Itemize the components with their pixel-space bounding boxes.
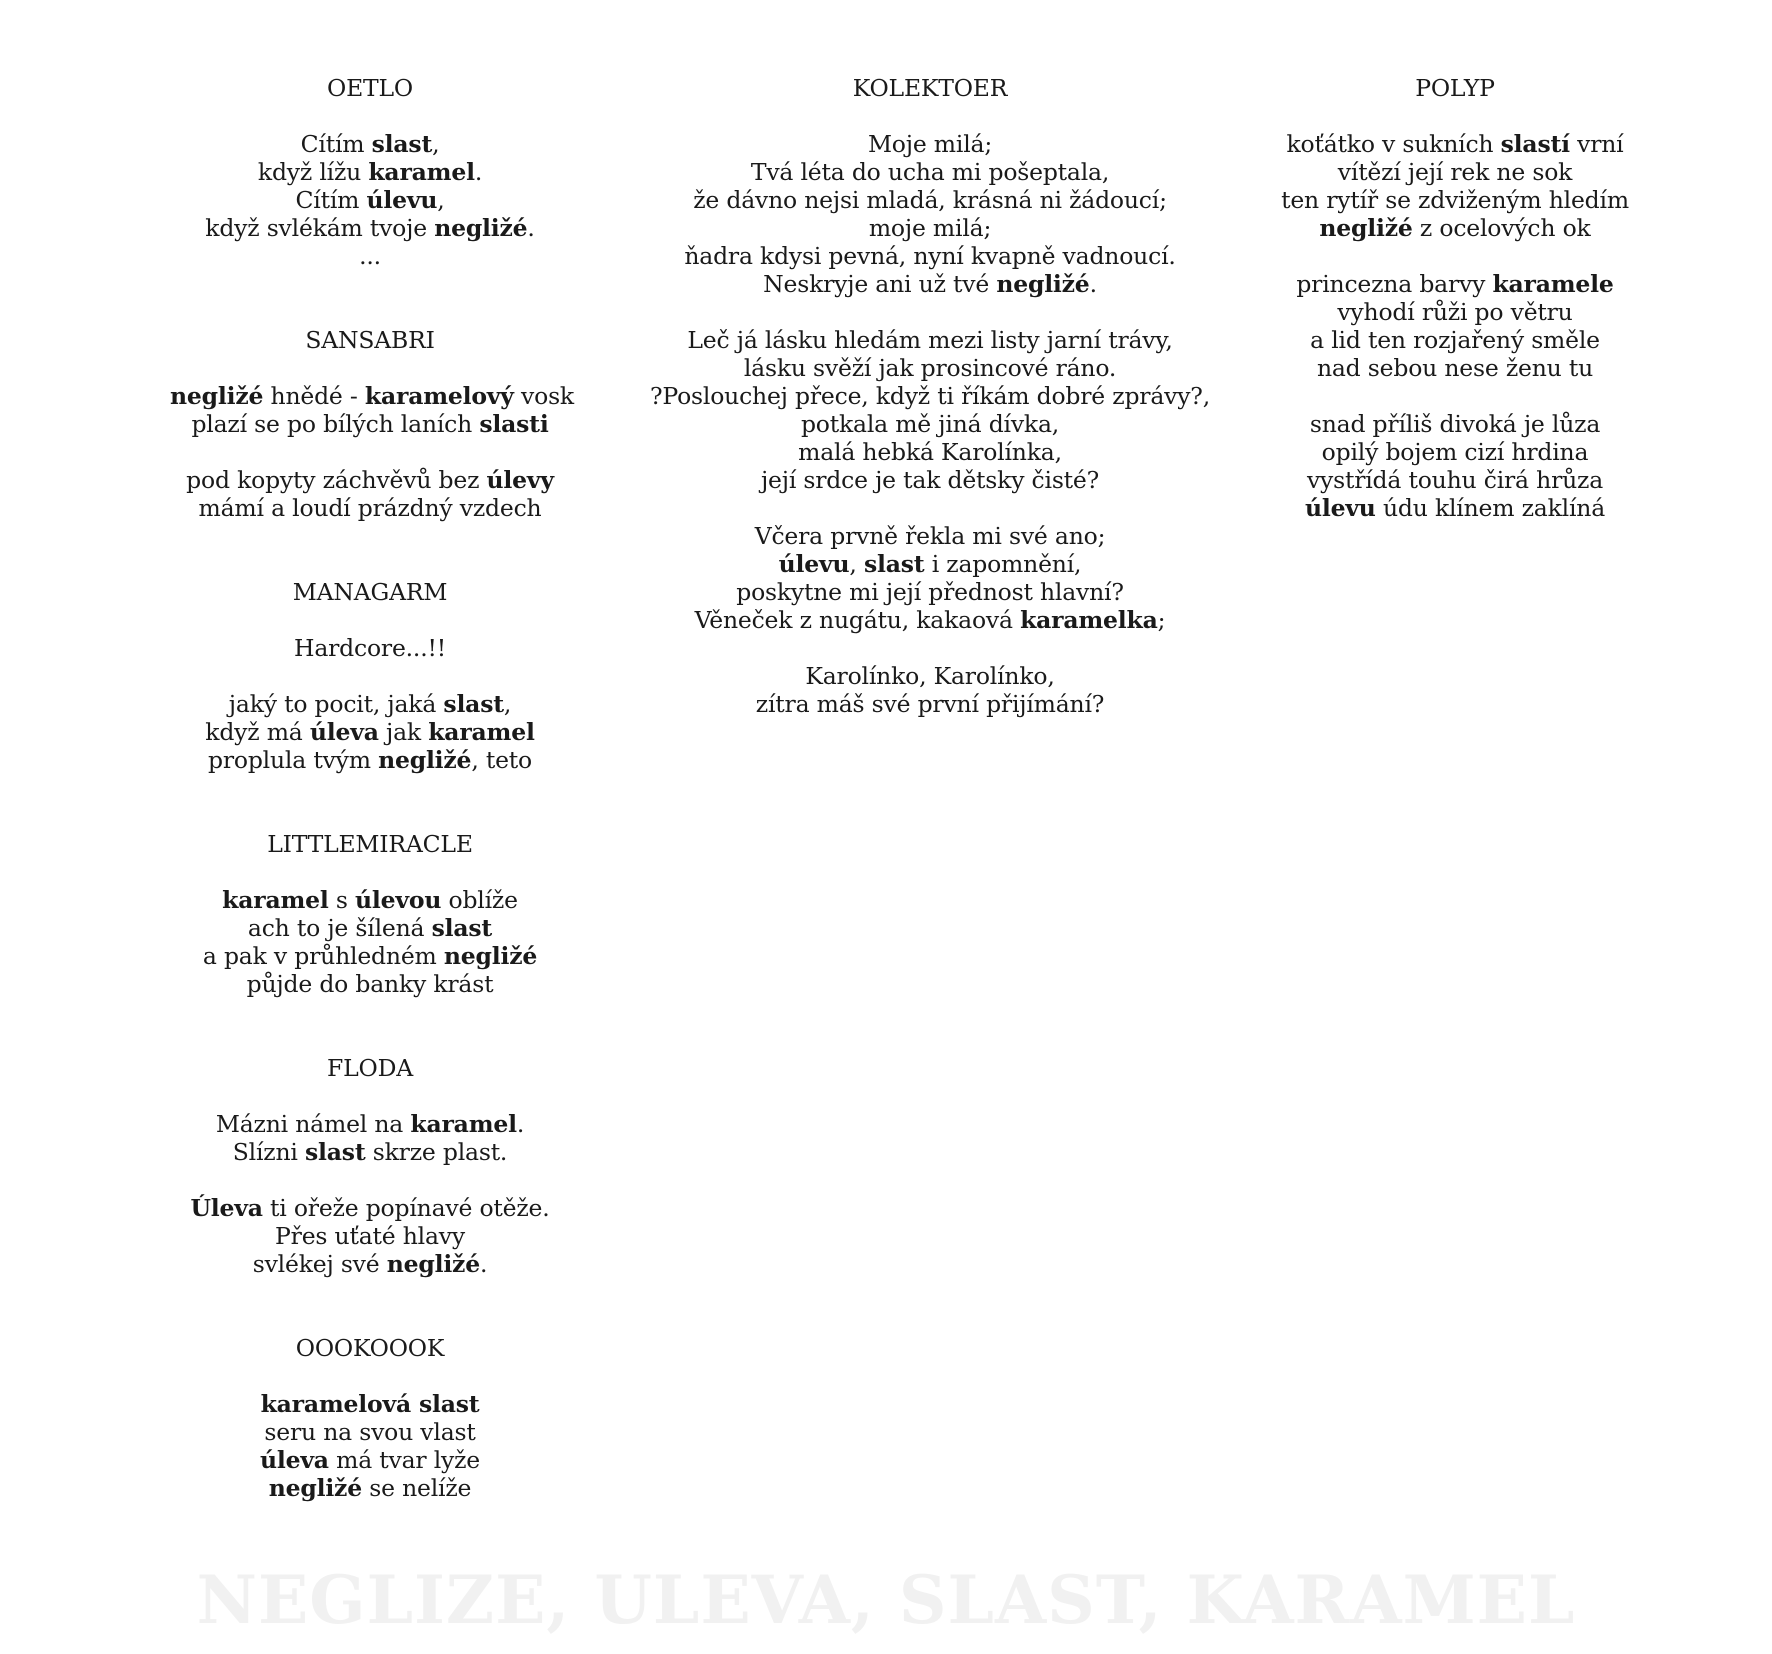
line-text: Cítím xyxy=(300,130,372,158)
line-text: ten rytíř se zdviženým hledím xyxy=(1281,186,1629,214)
poem xyxy=(170,578,570,774)
keyword-bold: slast xyxy=(371,130,433,158)
stanza xyxy=(170,690,570,774)
poem-line xyxy=(170,1418,570,1446)
stanza xyxy=(1245,410,1665,522)
poem-line xyxy=(650,354,1210,382)
poem-line xyxy=(170,466,570,494)
poem-line xyxy=(170,746,570,774)
keyword-bold: negližé xyxy=(378,746,472,774)
poem-line xyxy=(170,914,570,942)
line-text: , xyxy=(503,690,512,718)
line-text: . xyxy=(474,158,483,186)
stanza xyxy=(650,130,1210,298)
poem-line xyxy=(170,718,570,746)
line-text: z ocelových ok xyxy=(1412,214,1591,242)
line-text: . xyxy=(1089,270,1097,298)
line-text: Věneček z nugátu, kakaová xyxy=(694,606,1021,634)
line-text: poskytne mi její přednost hlavní? xyxy=(736,578,1124,606)
poem-line xyxy=(1245,354,1665,382)
line-text: , xyxy=(437,186,445,214)
poem-line xyxy=(650,662,1210,690)
stanza xyxy=(650,326,1210,494)
keyword-bold: karamelový xyxy=(364,382,514,410)
poem-line xyxy=(1245,438,1665,466)
poem-line xyxy=(170,942,570,970)
poem-line xyxy=(650,522,1210,550)
poem-line xyxy=(650,326,1210,354)
line-text: Mázni námel na xyxy=(215,1110,411,1138)
line-text: svlékej své xyxy=(252,1250,387,1278)
line-text: že dávno nejsi mladá, krásná ni žádoucí; xyxy=(693,186,1167,214)
line-text: plazí se po bílých laních xyxy=(191,410,480,438)
keyword-bold: karamel xyxy=(428,718,535,746)
line-text: , teto xyxy=(471,746,532,774)
stanza xyxy=(170,382,574,438)
line-text: ; xyxy=(1157,606,1166,634)
line-text: údu klínem zaklíná xyxy=(1375,494,1606,522)
keyword-bold: slastí xyxy=(1500,130,1570,158)
keyword-bold: slasti xyxy=(479,410,549,438)
poem xyxy=(170,74,570,270)
poem xyxy=(170,830,570,998)
poem-line xyxy=(1245,214,1665,242)
line-text: moje milá; xyxy=(868,214,992,242)
keyword-bold: úlevy xyxy=(486,466,554,494)
line-text: vítězí její rek ne sok xyxy=(1337,158,1573,186)
poem-line xyxy=(1245,466,1665,494)
poem-line xyxy=(650,130,1210,158)
line-text: . xyxy=(516,1110,525,1138)
line-text: když lížu xyxy=(257,158,369,186)
keyword-bold: negližé xyxy=(386,1250,480,1278)
keyword-bold: slast xyxy=(443,690,504,718)
keyword-bold: negližé xyxy=(170,382,264,410)
line-text: ach to je šílená xyxy=(247,914,432,942)
poem-line xyxy=(170,1110,570,1138)
poem-title: SANSABRI xyxy=(305,326,435,354)
poem-line xyxy=(170,1446,570,1474)
poem-line xyxy=(650,382,1210,410)
poem-line xyxy=(650,438,1210,466)
stanza xyxy=(1245,270,1665,382)
poem-line xyxy=(650,186,1210,214)
keyword-bold: úleva xyxy=(259,1446,329,1474)
keyword-bold: negližé xyxy=(443,942,538,970)
keyword-bold: slast xyxy=(863,550,925,578)
stanza xyxy=(1245,130,1665,242)
line-text: Neskryje ani už tvé xyxy=(763,270,997,298)
stanza xyxy=(650,662,1210,718)
line-text: i zapomnění, xyxy=(924,550,1082,578)
keyword-bold: Úleva xyxy=(190,1194,263,1222)
line-text: Slízni xyxy=(232,1138,306,1166)
line-text: když svlékám tvoje xyxy=(205,214,435,242)
stanza xyxy=(170,1110,570,1166)
poem-title: OOOKOOOK xyxy=(295,1334,445,1362)
poem-line xyxy=(1245,298,1665,326)
line-text: malá hebká Karolínka, xyxy=(798,438,1062,466)
stanza xyxy=(650,522,1210,634)
line-text: když má xyxy=(205,718,310,746)
poem-line xyxy=(170,410,570,438)
stanza xyxy=(170,1194,570,1278)
poem-line xyxy=(170,382,574,410)
poem-line xyxy=(170,242,570,270)
line-text: Leč já lásku hledám mezi listy jarní trávy, xyxy=(687,326,1173,354)
line-text: a pak v průhledném xyxy=(202,942,444,970)
line-text: s xyxy=(328,886,356,914)
poem-line xyxy=(170,1390,570,1418)
line-text: ti ořeže popínavé otěže. xyxy=(262,1194,550,1222)
keyword-bold: slast xyxy=(431,914,493,942)
keyword-bold: negližé xyxy=(1319,214,1413,242)
keyword-bold: úlevu xyxy=(1304,494,1376,522)
keyword-bold: karamele xyxy=(1492,270,1614,298)
keyword-bold: negližé xyxy=(268,1474,362,1502)
keyword-bold: negližé xyxy=(996,270,1090,298)
poem-line xyxy=(650,466,1210,494)
line-text: seru na svou vlast xyxy=(264,1418,476,1446)
stanza xyxy=(170,466,570,522)
poem-line xyxy=(1245,410,1665,438)
poem-line xyxy=(650,270,1210,298)
keyword-bold: slast xyxy=(305,1138,366,1166)
line-text: oblíže xyxy=(441,886,518,914)
poem-line xyxy=(170,186,570,214)
stanza xyxy=(170,130,570,270)
poem-column-left xyxy=(170,74,574,1502)
poem-line xyxy=(170,494,570,522)
poem-line xyxy=(170,1250,570,1278)
poem-title: FLODA xyxy=(327,1054,413,1082)
line-text: . xyxy=(479,1250,488,1278)
line-text: pod kopyty záchvěvů bez xyxy=(186,466,487,494)
poem-line xyxy=(1245,130,1665,158)
poem-line xyxy=(170,214,570,242)
line-text: opilý bojem cizí hrdina xyxy=(1321,438,1589,466)
keyword-bold: úlevu xyxy=(778,550,850,578)
line-text: snad příliš divoká je lůza xyxy=(1309,410,1601,438)
poem-line xyxy=(650,242,1210,270)
line-text: vrní xyxy=(1569,130,1624,158)
keyword-bold: karamelka xyxy=(1020,606,1158,634)
line-text: Přes uťaté hlavy xyxy=(275,1222,465,1250)
line-text: Včera prvně řekla mi své ano; xyxy=(754,522,1106,550)
poem xyxy=(650,74,1210,718)
line-text: vosk xyxy=(513,382,574,410)
line-text: potkala mě jiná dívka, xyxy=(800,410,1060,438)
poem-title: KOLEKTOER xyxy=(852,74,1008,102)
poem-line xyxy=(1245,494,1665,522)
poem-line xyxy=(1245,158,1665,186)
poem-line xyxy=(650,158,1210,186)
line-text: Cítím xyxy=(295,186,367,214)
keyword-bold: karamelová slast xyxy=(260,1390,480,1418)
poem-line xyxy=(650,578,1210,606)
line-text: proplula tvým xyxy=(208,746,379,774)
line-text: Karolínko, Karolínko, xyxy=(805,662,1055,690)
poem-line xyxy=(650,606,1210,634)
poem xyxy=(1245,74,1665,522)
keyword-bold: negližé xyxy=(434,214,528,242)
poem-line xyxy=(170,886,570,914)
watermark-title: NEGLIZE, ULEVA, SLAST, KARAMEL xyxy=(196,1561,1576,1639)
line-text: Hardcore...!! xyxy=(294,634,446,662)
keyword-bold: úleva xyxy=(309,718,379,746)
poem-line xyxy=(170,634,570,662)
poem xyxy=(170,326,574,522)
line-text: princezna barvy xyxy=(1296,270,1493,298)
poem-title: OETLO xyxy=(327,74,413,102)
poem-column-right xyxy=(1245,74,1665,522)
poem-line xyxy=(1245,270,1665,298)
poem-line xyxy=(650,410,1210,438)
poem-line xyxy=(1245,186,1665,214)
poem-title: POLYP xyxy=(1415,74,1495,102)
poem-line xyxy=(170,158,570,186)
keyword-bold: karamel xyxy=(368,158,475,186)
line-text: koťátko v sukních xyxy=(1286,130,1501,158)
stanza xyxy=(170,886,570,998)
poem-line xyxy=(650,550,1210,578)
poem-line xyxy=(650,214,1210,242)
poem-line xyxy=(650,690,1210,718)
line-text: a lid ten rozjařený směle xyxy=(1310,326,1600,354)
line-text: jaký to pocit, jaká xyxy=(228,690,444,718)
poem-line xyxy=(1245,326,1665,354)
line-text: zítra máš své první přijímání? xyxy=(755,690,1105,718)
line-text: ňadra kdysi pevná, nyní kvapně vadnoucí. xyxy=(684,242,1176,270)
line-text: Tvá léta do ucha mi pošeptala, xyxy=(750,158,1110,186)
line-text: skrze plast. xyxy=(365,1138,508,1166)
keyword-bold: karamel xyxy=(410,1110,517,1138)
poem xyxy=(170,1334,570,1502)
line-text: její srdce je tak dětsky čisté? xyxy=(760,466,1100,494)
poem-line xyxy=(170,970,570,998)
line-text: hnědé - xyxy=(263,382,365,410)
line-text: půjde do banky krást xyxy=(246,970,494,998)
line-text: nad sebou nese ženu tu xyxy=(1316,354,1594,382)
line-text: , xyxy=(849,550,864,578)
keyword-bold: úlevou xyxy=(355,886,442,914)
poem-title: MANAGARM xyxy=(292,578,448,606)
line-text: mámí a loudí prázdný vzdech xyxy=(198,494,542,522)
line-text: , xyxy=(432,130,440,158)
stanza xyxy=(170,634,570,662)
poem-title: LITTLEMIRACLE xyxy=(267,830,473,858)
poem-column-middle xyxy=(650,74,1210,718)
line-text: se nelíže xyxy=(361,1474,472,1502)
line-text: vyhodí růži po větru xyxy=(1337,298,1573,326)
line-text: . xyxy=(527,214,535,242)
keyword-bold: úlevu xyxy=(366,186,438,214)
line-text: má tvar lyže xyxy=(328,1446,480,1474)
line-text: vystřídá touhu čirá hrůza xyxy=(1306,466,1604,494)
poem xyxy=(170,1054,570,1278)
line-text: lásku svěží jak prosincové ráno. xyxy=(743,354,1117,382)
poem-line xyxy=(170,1222,570,1250)
poem-line xyxy=(170,1474,570,1502)
stanza xyxy=(170,1390,570,1502)
line-text: jak xyxy=(378,718,429,746)
poem-line xyxy=(170,690,570,718)
keyword-bold: karamel xyxy=(222,886,329,914)
poem-line xyxy=(170,1194,570,1222)
poem-line xyxy=(170,1138,570,1166)
poem-line xyxy=(170,130,570,158)
line-text: ... xyxy=(359,242,381,270)
line-text: Moje milá; xyxy=(867,130,993,158)
line-text: ?Poslouchej přece, když ti říkám dobré zprávy?, xyxy=(650,382,1210,410)
